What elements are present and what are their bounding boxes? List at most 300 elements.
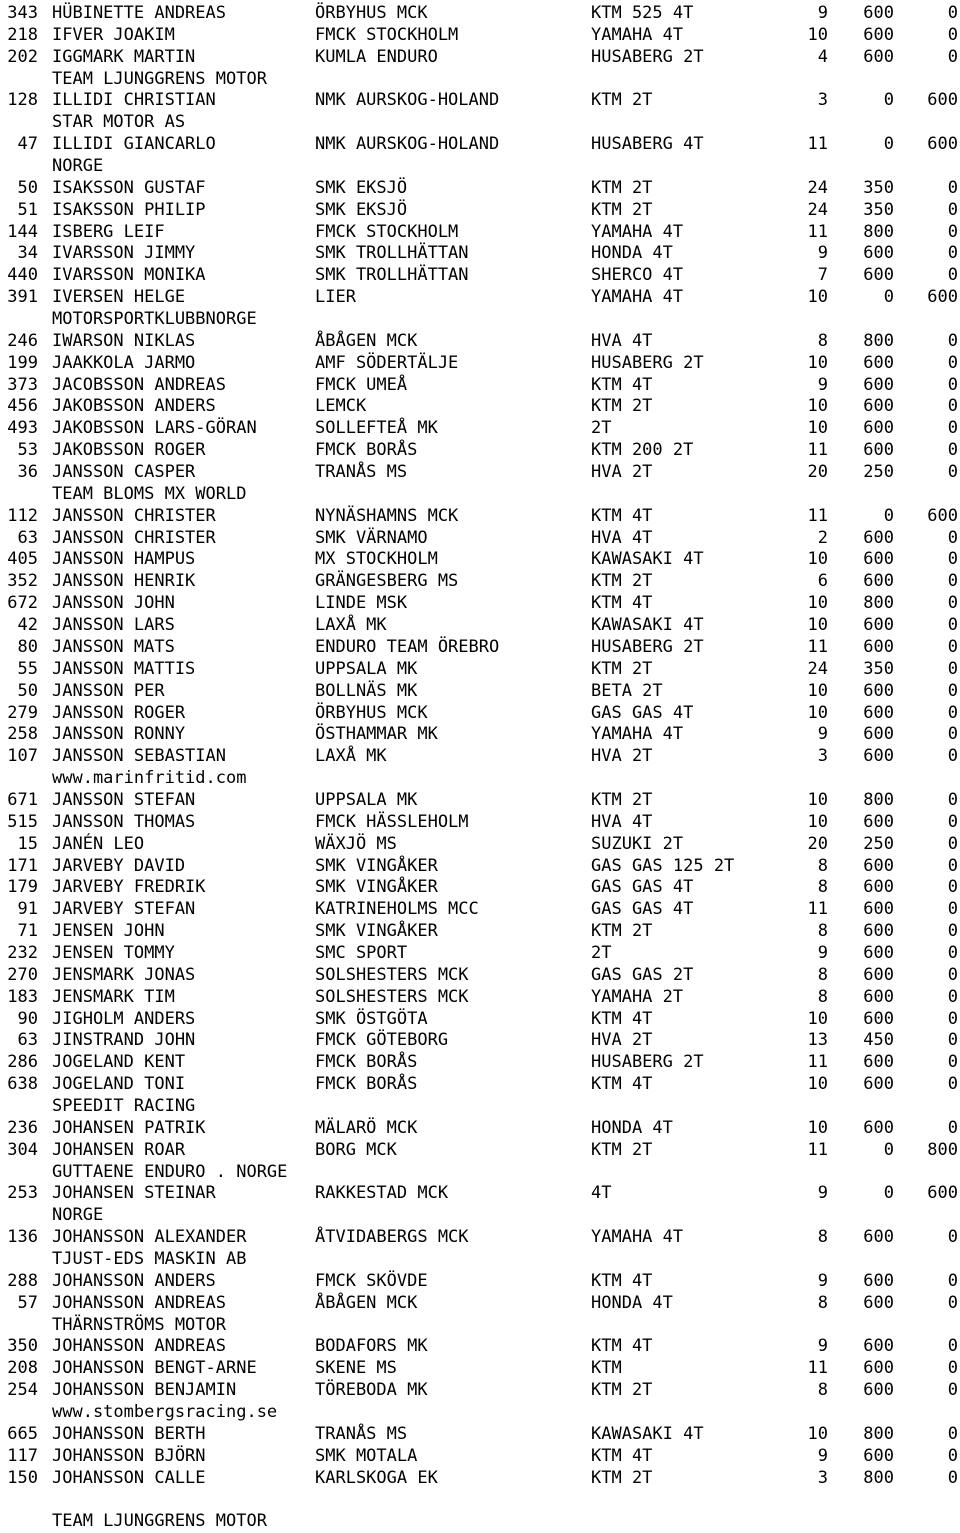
- sponsor-text: NORGE: [52, 1205, 104, 1226]
- extra-fee-value: 0: [947, 636, 958, 657]
- rider-name: JOHANSEN STEINAR: [52, 1183, 216, 1204]
- sponsor-text: THÄRNSTRÖMS MOTOR: [52, 1314, 226, 1335]
- bike-model: KTM 2T: [591, 1380, 653, 1401]
- rider-name: JOGELAND TONI: [52, 1074, 186, 1095]
- bike-model: HVA 2T: [591, 1030, 653, 1051]
- fee-value: 600: [863, 680, 894, 701]
- extra-fee-value: 0: [947, 593, 958, 614]
- extra-fee-value: 0: [947, 24, 958, 45]
- bike-model: HUSABERG 4T: [591, 134, 704, 155]
- entry-row: [0, 25, 960, 47]
- start-number: 136: [7, 1227, 38, 1248]
- class-value: 24: [807, 177, 828, 198]
- club-name: SMC SPORT: [315, 942, 408, 963]
- fee-value: 250: [863, 462, 894, 483]
- extra-fee-value: 0: [947, 1030, 958, 1051]
- start-number: 51: [17, 199, 38, 220]
- class-value: 8: [817, 877, 828, 898]
- class-value: 9: [817, 1270, 828, 1291]
- extra-fee-value: 0: [947, 702, 958, 723]
- start-number: 236: [7, 1117, 38, 1138]
- extra-fee-value: 0: [947, 1358, 958, 1379]
- club-name: BOLLNÄS MK: [315, 680, 418, 701]
- entry-row: [0, 1380, 960, 1402]
- bike-model: HONDA 4T: [591, 243, 673, 264]
- club-name: FMCK UMEÅ: [315, 374, 408, 395]
- extra-fee-value: 0: [947, 549, 958, 570]
- fee-value: 600: [863, 1336, 894, 1357]
- class-value: 10: [807, 24, 828, 45]
- bike-model: KTM 4T: [591, 1445, 653, 1466]
- start-number: 91: [17, 899, 38, 920]
- entry-row: [0, 506, 960, 528]
- start-number: 112: [7, 505, 38, 526]
- rider-name: IFVER JOAKIM: [52, 24, 175, 45]
- club-name: SMK TROLLHÄTTAN: [315, 243, 469, 264]
- fee-value: 800: [863, 789, 894, 810]
- club-name: AMF SÖDERTÄLJE: [315, 352, 459, 373]
- class-value: 10: [807, 1074, 828, 1095]
- class-value: 20: [807, 833, 828, 854]
- entry-row: [0, 746, 960, 768]
- entry-row: [0, 200, 960, 222]
- start-number: 55: [17, 658, 38, 679]
- rider-name: JOHANSSON ANDERS: [52, 1270, 216, 1291]
- sponsor-row: [0, 1096, 960, 1118]
- class-value: 10: [807, 352, 828, 373]
- fee-value: 600: [863, 1358, 894, 1379]
- fee-value: 0: [883, 287, 894, 308]
- entry-row: [0, 1009, 960, 1031]
- sponsor-row: [0, 69, 960, 91]
- fee-value: 600: [863, 243, 894, 264]
- start-number: 179: [7, 877, 38, 898]
- entry-row: [0, 1118, 960, 1140]
- club-name: ÖRBYHUS MCK: [315, 3, 428, 23]
- rider-name: ISBERG LEIF: [52, 221, 165, 242]
- club-name: SOLLEFTEÅ MK: [315, 418, 438, 439]
- rider-name: JENSEN TOMMY: [52, 942, 175, 963]
- rider-name: ISAKSSON PHILIP: [52, 199, 206, 220]
- extra-fee-value: 0: [947, 46, 958, 67]
- extra-fee-value: 0: [947, 833, 958, 854]
- class-value: 11: [807, 134, 828, 155]
- entry-row: [0, 943, 960, 965]
- fee-value: 450: [863, 1030, 894, 1051]
- sponsor-text: www.stombergsracing.se: [52, 1402, 278, 1422]
- entry-row: [0, 47, 960, 69]
- bike-model: HVA 4T: [591, 811, 653, 832]
- start-number: 304: [7, 1139, 38, 1160]
- fee-value: 600: [863, 636, 894, 657]
- blank-row: [0, 1489, 960, 1511]
- bike-model: YAMAHA 4T: [591, 24, 684, 45]
- fee-value: 800: [863, 221, 894, 242]
- club-name: FMCK GÖTEBORG: [315, 1030, 449, 1051]
- extra-fee-value: 600: [927, 505, 958, 526]
- extra-fee-value: 0: [947, 265, 958, 286]
- club-name: ÖSTHAMMAR MK: [315, 724, 438, 745]
- fee-value: 250: [863, 833, 894, 854]
- fee-value: 0: [883, 505, 894, 526]
- extra-fee-value: 0: [947, 877, 958, 898]
- club-name: LAXÅ MK: [315, 615, 387, 636]
- entry-row: [0, 637, 960, 659]
- bike-model: HVA 2T: [591, 746, 653, 767]
- entry-row: [0, 462, 960, 484]
- start-number: 350: [7, 1336, 38, 1357]
- club-name: FMCK BORÅS: [315, 1052, 418, 1073]
- extra-fee-value: 0: [947, 1336, 958, 1357]
- rider-name: ILLIDI GIANCARLO: [52, 134, 216, 155]
- bike-model: KTM 2T: [591, 571, 653, 592]
- rider-name: JAKOBSSON LARS-GÖRAN: [52, 418, 257, 439]
- entry-row: [0, 418, 960, 440]
- extra-fee-value: 0: [947, 1052, 958, 1073]
- class-value: 10: [807, 789, 828, 810]
- class-value: 3: [817, 746, 828, 767]
- class-value: 10: [807, 396, 828, 417]
- bike-model: HUSABERG 2T: [591, 1052, 704, 1073]
- club-name: NMK AURSKOG-HOLAND: [315, 134, 500, 155]
- club-name: SMK EKSJÖ: [315, 177, 408, 198]
- club-name: MX STOCKHOLM: [315, 549, 438, 570]
- start-number: 456: [7, 396, 38, 417]
- fee-value: 600: [863, 921, 894, 942]
- bike-model: HUSABERG 2T: [591, 46, 704, 67]
- rider-name: JIGHOLM ANDERS: [52, 1008, 196, 1029]
- start-number: 391: [7, 287, 38, 308]
- club-name: SMK VINGÅKER: [315, 877, 438, 898]
- bike-model: HVA 4T: [591, 527, 653, 548]
- extra-fee-value: 0: [947, 571, 958, 592]
- rider-name: JINSTRAND JOHN: [52, 1030, 196, 1051]
- fee-value: 600: [863, 46, 894, 67]
- start-number: 34: [17, 243, 38, 264]
- extra-fee-value: 0: [947, 1008, 958, 1029]
- start-number: 286: [7, 1052, 38, 1073]
- class-value: 7: [817, 265, 828, 286]
- fee-value: 600: [863, 1117, 894, 1138]
- entry-row: [0, 549, 960, 571]
- extra-fee-value: 0: [947, 899, 958, 920]
- club-name: LEMCK: [315, 396, 367, 417]
- sponsor-row: [0, 1162, 960, 1184]
- bike-model: GAS GAS 4T: [591, 877, 694, 898]
- rider-name: JOHANSSON ANDREAS: [52, 1336, 226, 1357]
- sponsor-row: [0, 1315, 960, 1337]
- entry-row: [0, 571, 960, 593]
- entry-row: [0, 1030, 960, 1052]
- sponsor-text: GUTTAENE ENDURO . NORGE: [52, 1161, 288, 1182]
- bike-model: 4T: [591, 1183, 612, 1204]
- extra-fee-value: 0: [947, 418, 958, 439]
- club-name: LINDE MSK: [315, 593, 408, 614]
- bike-model: GAS GAS 4T: [591, 899, 694, 920]
- bike-model: KAWASAKI 4T: [591, 1423, 704, 1444]
- club-name: SMK TROLLHÄTTAN: [315, 265, 469, 286]
- start-number: 183: [7, 986, 38, 1007]
- start-number: 253: [7, 1183, 38, 1204]
- class-value: 24: [807, 658, 828, 679]
- entry-row: [0, 659, 960, 681]
- class-value: 8: [817, 986, 828, 1007]
- rider-name: JAKOBSSON ROGER: [52, 440, 206, 461]
- extra-fee-value: 0: [947, 177, 958, 198]
- fee-value: 600: [863, 615, 894, 636]
- club-name: SMK VÄRNAMO: [315, 527, 428, 548]
- class-value: 10: [807, 549, 828, 570]
- start-number: 254: [7, 1380, 38, 1401]
- start-number: 57: [17, 1292, 38, 1313]
- club-name: SKENE MS: [315, 1358, 397, 1379]
- start-number: 270: [7, 964, 38, 985]
- extra-fee-value: 0: [947, 527, 958, 548]
- rider-name: JARVEBY FREDRIK: [52, 877, 206, 898]
- class-value: 8: [817, 330, 828, 351]
- extra-fee-value: 0: [947, 1467, 958, 1488]
- class-value: 11: [807, 221, 828, 242]
- bike-model: KTM 2T: [591, 177, 653, 198]
- entry-row: [0, 1424, 960, 1446]
- rider-name: HÜBINETTE ANDREAS: [52, 3, 226, 23]
- bike-model: KTM 2T: [591, 1467, 653, 1488]
- class-value: 10: [807, 615, 828, 636]
- sponsor-text: SPEEDIT RACING: [52, 1095, 196, 1116]
- fee-value: 600: [863, 1380, 894, 1401]
- extra-fee-value: 0: [947, 462, 958, 483]
- rider-name: JANSSON HAMPUS: [52, 549, 196, 570]
- bike-model: KTM 2T: [591, 789, 653, 810]
- entry-row: [0, 593, 960, 615]
- class-value: 4: [817, 46, 828, 67]
- start-number: 208: [7, 1358, 38, 1379]
- rider-name: JOHANSSON BERTH: [52, 1423, 206, 1444]
- entry-row: [0, 899, 960, 921]
- rider-name: JAKOBSSON ANDERS: [52, 396, 216, 417]
- fee-value: 350: [863, 177, 894, 198]
- club-name: SMK EKSJÖ: [315, 199, 408, 220]
- class-value: 3: [817, 1467, 828, 1488]
- rider-name: ILLIDI CHRISTIAN: [52, 90, 216, 111]
- class-value: 10: [807, 811, 828, 832]
- sponsor-row: [0, 1511, 960, 1533]
- extra-fee-value: 0: [947, 221, 958, 242]
- fee-value: 800: [863, 593, 894, 614]
- start-number: 288: [7, 1270, 38, 1291]
- rider-name: JOHANSEN PATRIK: [52, 1117, 206, 1138]
- club-name: SMK VINGÅKER: [315, 855, 438, 876]
- start-number: 15: [17, 833, 38, 854]
- club-name: TÖREBODA MK: [315, 1380, 428, 1401]
- club-name: KATRINEHOLMS MCC: [315, 899, 479, 920]
- bike-model: KTM 2T: [591, 396, 653, 417]
- rider-name: JOHANSEN ROAR: [52, 1139, 186, 1160]
- club-name: TRANÅS MS: [315, 1423, 408, 1444]
- fee-value: 600: [863, 986, 894, 1007]
- fee-value: 600: [863, 855, 894, 876]
- entry-row: [0, 396, 960, 418]
- fee-value: 600: [863, 811, 894, 832]
- club-name: NYNÄSHAMNS MCK: [315, 505, 459, 526]
- extra-fee-value: 0: [947, 615, 958, 636]
- fee-value: 0: [883, 1139, 894, 1160]
- class-value: 9: [817, 724, 828, 745]
- start-number: 279: [7, 702, 38, 723]
- bike-model: HVA 4T: [591, 330, 653, 351]
- start-number: 128: [7, 90, 38, 111]
- entry-row: [0, 353, 960, 375]
- start-number: 246: [7, 330, 38, 351]
- bike-model: KTM 525 4T: [591, 3, 694, 23]
- entry-row: [0, 134, 960, 156]
- club-name: KUMLA ENDURO: [315, 46, 438, 67]
- class-value: 20: [807, 462, 828, 483]
- fee-value: 600: [863, 396, 894, 417]
- fee-value: 600: [863, 702, 894, 723]
- start-number: 665: [7, 1423, 38, 1444]
- start-number: 352: [7, 571, 38, 592]
- extra-fee-value: 0: [947, 1292, 958, 1313]
- fee-value: 350: [863, 199, 894, 220]
- club-name: UPPSALA MK: [315, 789, 418, 810]
- start-number: 199: [7, 352, 38, 373]
- extra-fee-value: 0: [947, 374, 958, 395]
- entry-row: [0, 965, 960, 987]
- rider-name: JOHANSSON BENJAMIN: [52, 1380, 237, 1401]
- start-number: 373: [7, 374, 38, 395]
- class-value: 11: [807, 636, 828, 657]
- fee-value: 350: [863, 658, 894, 679]
- entry-row: [0, 1183, 960, 1205]
- class-value: 8: [817, 921, 828, 942]
- class-value: 11: [807, 440, 828, 461]
- extra-fee-value: 0: [947, 199, 958, 220]
- sponsor-text: STAR MOTOR AS: [52, 112, 186, 133]
- class-value: 8: [817, 964, 828, 985]
- extra-fee-value: 0: [947, 964, 958, 985]
- fee-value: 600: [863, 1227, 894, 1248]
- fee-value: 800: [863, 1423, 894, 1444]
- bike-model: HONDA 4T: [591, 1292, 673, 1313]
- class-value: 10: [807, 702, 828, 723]
- fee-value: 600: [863, 24, 894, 45]
- class-value: 10: [807, 418, 828, 439]
- start-number: 71: [17, 921, 38, 942]
- class-value: 9: [817, 243, 828, 264]
- club-name: LAXÅ MK: [315, 746, 387, 767]
- entry-row: [0, 877, 960, 899]
- class-value: 9: [817, 942, 828, 963]
- entry-row: [0, 790, 960, 812]
- fee-value: 600: [863, 1052, 894, 1073]
- club-name: GRÄNGESBERG MS: [315, 571, 459, 592]
- bike-model: YAMAHA 2T: [591, 986, 684, 1007]
- bike-model: YAMAHA 4T: [591, 221, 684, 242]
- entry-row: [0, 615, 960, 637]
- entry-row: [0, 1140, 960, 1162]
- club-name: UPPSALA MK: [315, 658, 418, 679]
- fee-value: 600: [863, 877, 894, 898]
- rider-name: JOHANSSON CALLE: [52, 1467, 206, 1488]
- start-number: 50: [17, 177, 38, 198]
- rider-name: JOHANSSON ANDREAS: [52, 1292, 226, 1313]
- entry-row: [0, 703, 960, 725]
- bike-model: KTM 2T: [591, 658, 653, 679]
- bike-model: 2T: [591, 418, 612, 439]
- entry-row: [0, 834, 960, 856]
- rider-name: JANSSON LARS: [52, 615, 175, 636]
- club-name: BORG MCK: [315, 1139, 397, 1160]
- entry-row: [0, 1468, 960, 1490]
- entry-row: [0, 3, 960, 25]
- class-value: 9: [817, 1445, 828, 1466]
- club-name: FMCK STOCKHOLM: [315, 221, 459, 242]
- bike-model: KTM 2T: [591, 1139, 653, 1160]
- fee-value: 800: [863, 330, 894, 351]
- rider-name: JANSSON SEBASTIAN: [52, 746, 226, 767]
- fee-value: 600: [863, 724, 894, 745]
- start-number: 671: [7, 789, 38, 810]
- extra-fee-value: 0: [947, 1380, 958, 1401]
- club-name: FMCK SKÖVDE: [315, 1270, 428, 1291]
- club-name: ÖRBYHUS MCK: [315, 702, 428, 723]
- class-value: 10: [807, 1117, 828, 1138]
- rider-name: ISAKSSON GUSTAF: [52, 177, 206, 198]
- extra-fee-value: 0: [947, 986, 958, 1007]
- class-value: 13: [807, 1030, 828, 1051]
- class-value: 11: [807, 505, 828, 526]
- fee-value: 0: [883, 1183, 894, 1204]
- extra-fee-value: 600: [927, 90, 958, 111]
- start-number: 150: [7, 1467, 38, 1488]
- club-name: SOLSHESTERS MCK: [315, 964, 469, 985]
- club-name: ENDURO TEAM ÖREBRO: [315, 636, 500, 657]
- start-number: 493: [7, 418, 38, 439]
- extra-fee-value: 0: [947, 921, 958, 942]
- entry-row: [0, 178, 960, 200]
- bike-model: KTM 4T: [591, 1270, 653, 1291]
- extra-fee-value: 600: [927, 1183, 958, 1204]
- bike-model: KTM: [591, 1358, 622, 1379]
- entry-row: [0, 1271, 960, 1293]
- bike-model: KTM 2T: [591, 90, 653, 111]
- fee-value: 600: [863, 571, 894, 592]
- bike-model: KAWASAKI 4T: [591, 549, 704, 570]
- extra-fee-value: 0: [947, 789, 958, 810]
- start-number: 144: [7, 221, 38, 242]
- start-number: 47: [17, 134, 38, 155]
- start-number: 258: [7, 724, 38, 745]
- rider-name: JOHANSSON ALEXANDER: [52, 1227, 247, 1248]
- club-name: SOLSHESTERS MCK: [315, 986, 469, 1007]
- bike-model: HUSABERG 2T: [591, 352, 704, 373]
- fee-value: 600: [863, 3, 894, 23]
- class-value: 10: [807, 1423, 828, 1444]
- class-value: 11: [807, 1139, 828, 1160]
- bike-model: KTM 200 2T: [591, 440, 694, 461]
- class-value: 24: [807, 199, 828, 220]
- rider-name: JARVEBY STEFAN: [52, 899, 196, 920]
- entry-row: [0, 528, 960, 550]
- start-number: 171: [7, 855, 38, 876]
- bike-model: HONDA 4T: [591, 1117, 673, 1138]
- class-value: 9: [817, 3, 828, 23]
- fee-value: 600: [863, 1074, 894, 1095]
- entry-row: [0, 921, 960, 943]
- entry-row: [0, 1293, 960, 1315]
- fee-value: 600: [863, 374, 894, 395]
